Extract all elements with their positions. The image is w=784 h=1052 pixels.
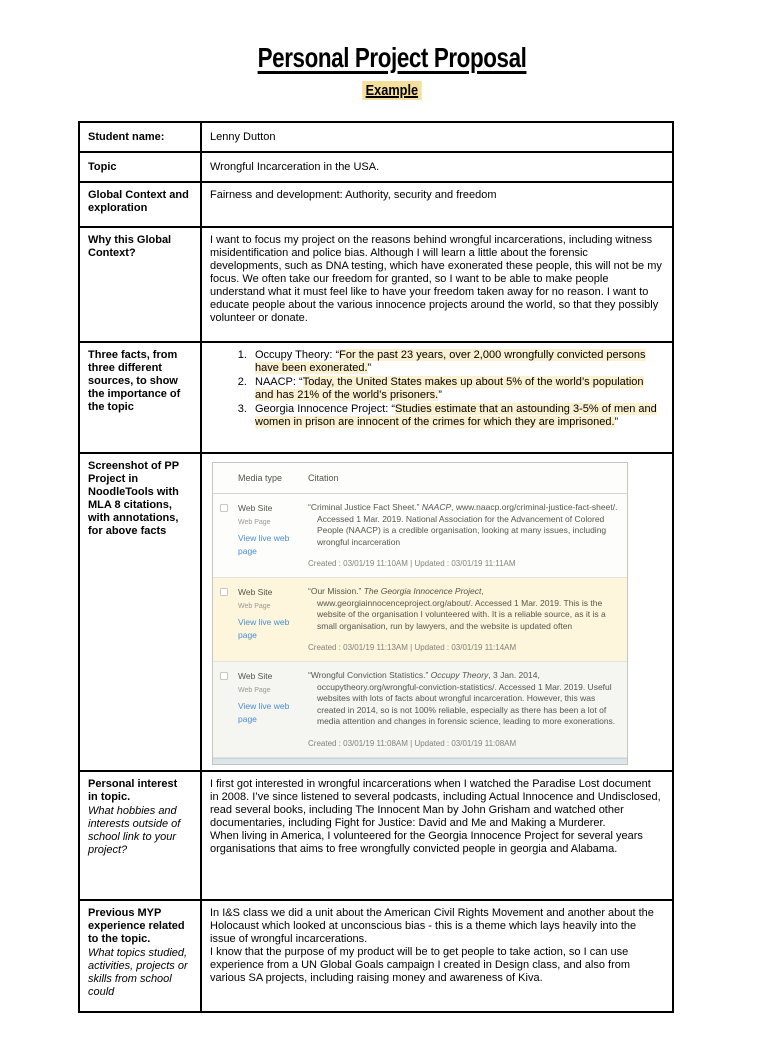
- view-live-web-page-link[interactable]: View live web page: [238, 617, 290, 640]
- row-label-topic: Topic: [79, 152, 201, 182]
- table-row-student: [79, 122, 673, 152]
- entry-checkbox[interactable]: [220, 588, 228, 596]
- table-row-previous-myp: [79, 900, 673, 1012]
- row-sublabel-previous-myp: What topics studied, activities, projects or skills from school could: [88, 946, 188, 998]
- row-value-why-context: I want to focus my project on the reasons behind wrongful incarcerations, including witness misidentification and police bias. Although I will learn a little about the forensic developments, such as DNA testing, which have exonerated these people, this will not be my focus. We often take our freedom for granted, so I want to be able to make people understand what it must feel like to have your freedom taken away for no reason. I want to educate people about the various innocence projects around the world, so that they possibly volunteer or donate.: [201, 227, 673, 342]
- fact-item: 3. Georgia Innocence Project: “Studies estimate that an astounding 3-5% of men and women in prison are innocent of the crimes for which they are imprisoned.”: [250, 403, 662, 429]
- column-header-media-type: Media type: [238, 473, 283, 483]
- fact-highlight: For the past 23 years, over 2,000 wrongfully convicted persons have been exonerated.: [255, 349, 646, 374]
- citation-text: “Criminal Justice Fact Sheet.” NAACP, www.naacp.org/criminal-justice-fact-sheet/. Accessed 1 Mar. 2019. National Association for the Advancement of Colored People (NAACP) is a credible organisation, looking at many issues, including wrongful incarceration: [308, 502, 618, 547]
- media-type-label: Web Site: [238, 671, 273, 681]
- media-type-label: Web Site: [238, 587, 273, 597]
- noodletools-header-row: [213, 463, 627, 494]
- row-label-student: Student name:: [79, 122, 201, 152]
- media-type-label: Web Site: [238, 503, 273, 513]
- media-subtype-label: Web Page: [238, 603, 271, 610]
- table-row-personal-interest: [79, 771, 673, 900]
- citation-entry: [213, 494, 627, 578]
- citation-meta: Created : 03/01/19 11:08AM | Updated : 03/01/19 11:08AM: [308, 738, 517, 748]
- table-row-global-context: [79, 182, 673, 227]
- row-label-previous-myp: Previous MYP experience related to the topic.: [88, 906, 185, 945]
- row-label-noodletools: Screenshot of PP Project in NoodleTools with MLA 8 citations, with annotations, for above facts: [79, 453, 201, 771]
- proposal-table: [78, 121, 674, 1013]
- citation-entry: [213, 662, 627, 758]
- citation-entry-highlighted: [213, 578, 627, 662]
- media-subtype-label: Web Page: [238, 519, 271, 526]
- table-row-topic: [79, 152, 673, 182]
- entry-checkbox[interactable]: [220, 504, 228, 512]
- column-header-citation: Citation: [308, 473, 339, 483]
- previous-myp-paragraph: I know that the purpose of my product will be to get people to take action, so I can use experience from a UN Global Goals campaign I created in Design class, and also from various SA projects, including raising money and awareness of Kiva.: [210, 945, 631, 984]
- table-row-why-context: [79, 227, 673, 342]
- row-value-student: Lenny Dutton: [201, 122, 673, 152]
- personal-interest-paragraph: When living in America, I volunteered for the Georgia Innocence Project for several years organisations that aims to free wrongfully convicted people in georgia and Alabama.: [210, 829, 643, 855]
- noodletools-screenshot: [212, 462, 628, 765]
- horizontal-scrollbar[interactable]: [213, 758, 627, 764]
- citation-text: “Wrongful Conviction Statistics.” Occupy Theory, 3 Jan. 2014, occupytheory.org/wrongful-conviction-statistics/. Accessed 1 Mar. 2019. Useful websites with lots of facts about wrongful incarceration. However, this was created in 2014, so is not 100% reliable, especially as there has been a lot of media attention and changes in forensic science, leading to more exonerations.: [308, 670, 616, 726]
- previous-myp-paragraph: In I&S class we did a unit about the American Civil Rights Movement and another about the Holocaust which looked at unconscious bias - this is a theme which lays heavily into the issue of wrongful incarcerations.: [210, 906, 654, 945]
- entry-checkbox[interactable]: [220, 672, 228, 680]
- fact-item: 2. NAACP: “Today, the United States makes up about 5% of the world’s population and has 21% of the world’s prisoners.”: [250, 376, 662, 402]
- row-value-topic: Wrongful Incarceration in the USA.: [201, 152, 673, 182]
- media-subtype-label: Web Page: [238, 687, 271, 694]
- row-label-three-facts: Three facts, from three different sources, to show the importance of the topic: [79, 342, 201, 453]
- table-row-noodletools-screenshot: [79, 453, 673, 771]
- page-title: Personal Project Proposal: [257, 42, 527, 73]
- fact-item: 1. Occupy Theory: “For the past 23 years, over 2,000 wrongfully convicted persons have been exonerated.”: [250, 349, 662, 375]
- fact-highlight: Studies estimate that an astounding 3-5% of men and women in prison are innocent of the crimes for which they are imprisoned.: [255, 403, 657, 428]
- row-label-personal-interest: Personal interest in topic.: [88, 777, 178, 803]
- view-live-web-page-link[interactable]: View live web page: [238, 701, 290, 724]
- row-value-global-context: Fairness and development: Authority, security and freedom: [201, 182, 673, 227]
- citation-meta: Created : 03/01/19 11:10AM | Updated : 03/01/19 11:11AM: [308, 559, 516, 568]
- row-label-global-context: Global Context and exploration: [79, 182, 201, 227]
- view-live-web-page-link[interactable]: View live web page: [238, 533, 290, 556]
- citation-meta: Created : 03/01/19 11:13AM | Updated : 03/01/19 11:14AM: [308, 643, 517, 652]
- personal-interest-paragraph: I first got interested in wrongful incarcerations when I watched the Paradise Lost document in 2008. I’ve since listened to several podcasts, including Actual Innocence and Undisclosed, read several books, including The Innocent Man by John Grisham and watched other documentaries, including Fight for Justice: David and Me and Making a Murderer.: [210, 777, 661, 829]
- facts-list: [210, 349, 662, 429]
- row-label-why-context: Why this Global Context?: [79, 227, 201, 342]
- row-sublabel-personal-interest: What hobbies and interests outside of school link to your project?: [88, 804, 181, 856]
- fact-highlight: Today, the United States makes up about 5% of the world’s population and has 21% of the world’s prisoners.: [255, 376, 644, 401]
- table-row-three-facts: [79, 342, 673, 453]
- citation-text: “Our Mission.” The Georgia Innocence Project, www.georgiainnocenceproject.org/about/. Accessed 1 Mar. 2019. This is the website of the organisation I volunteered with. It is a reliable source, as it is a small organisation, run by lawyers, and the website is updated often: [308, 586, 606, 631]
- page-subtitle: Example: [362, 81, 421, 100]
